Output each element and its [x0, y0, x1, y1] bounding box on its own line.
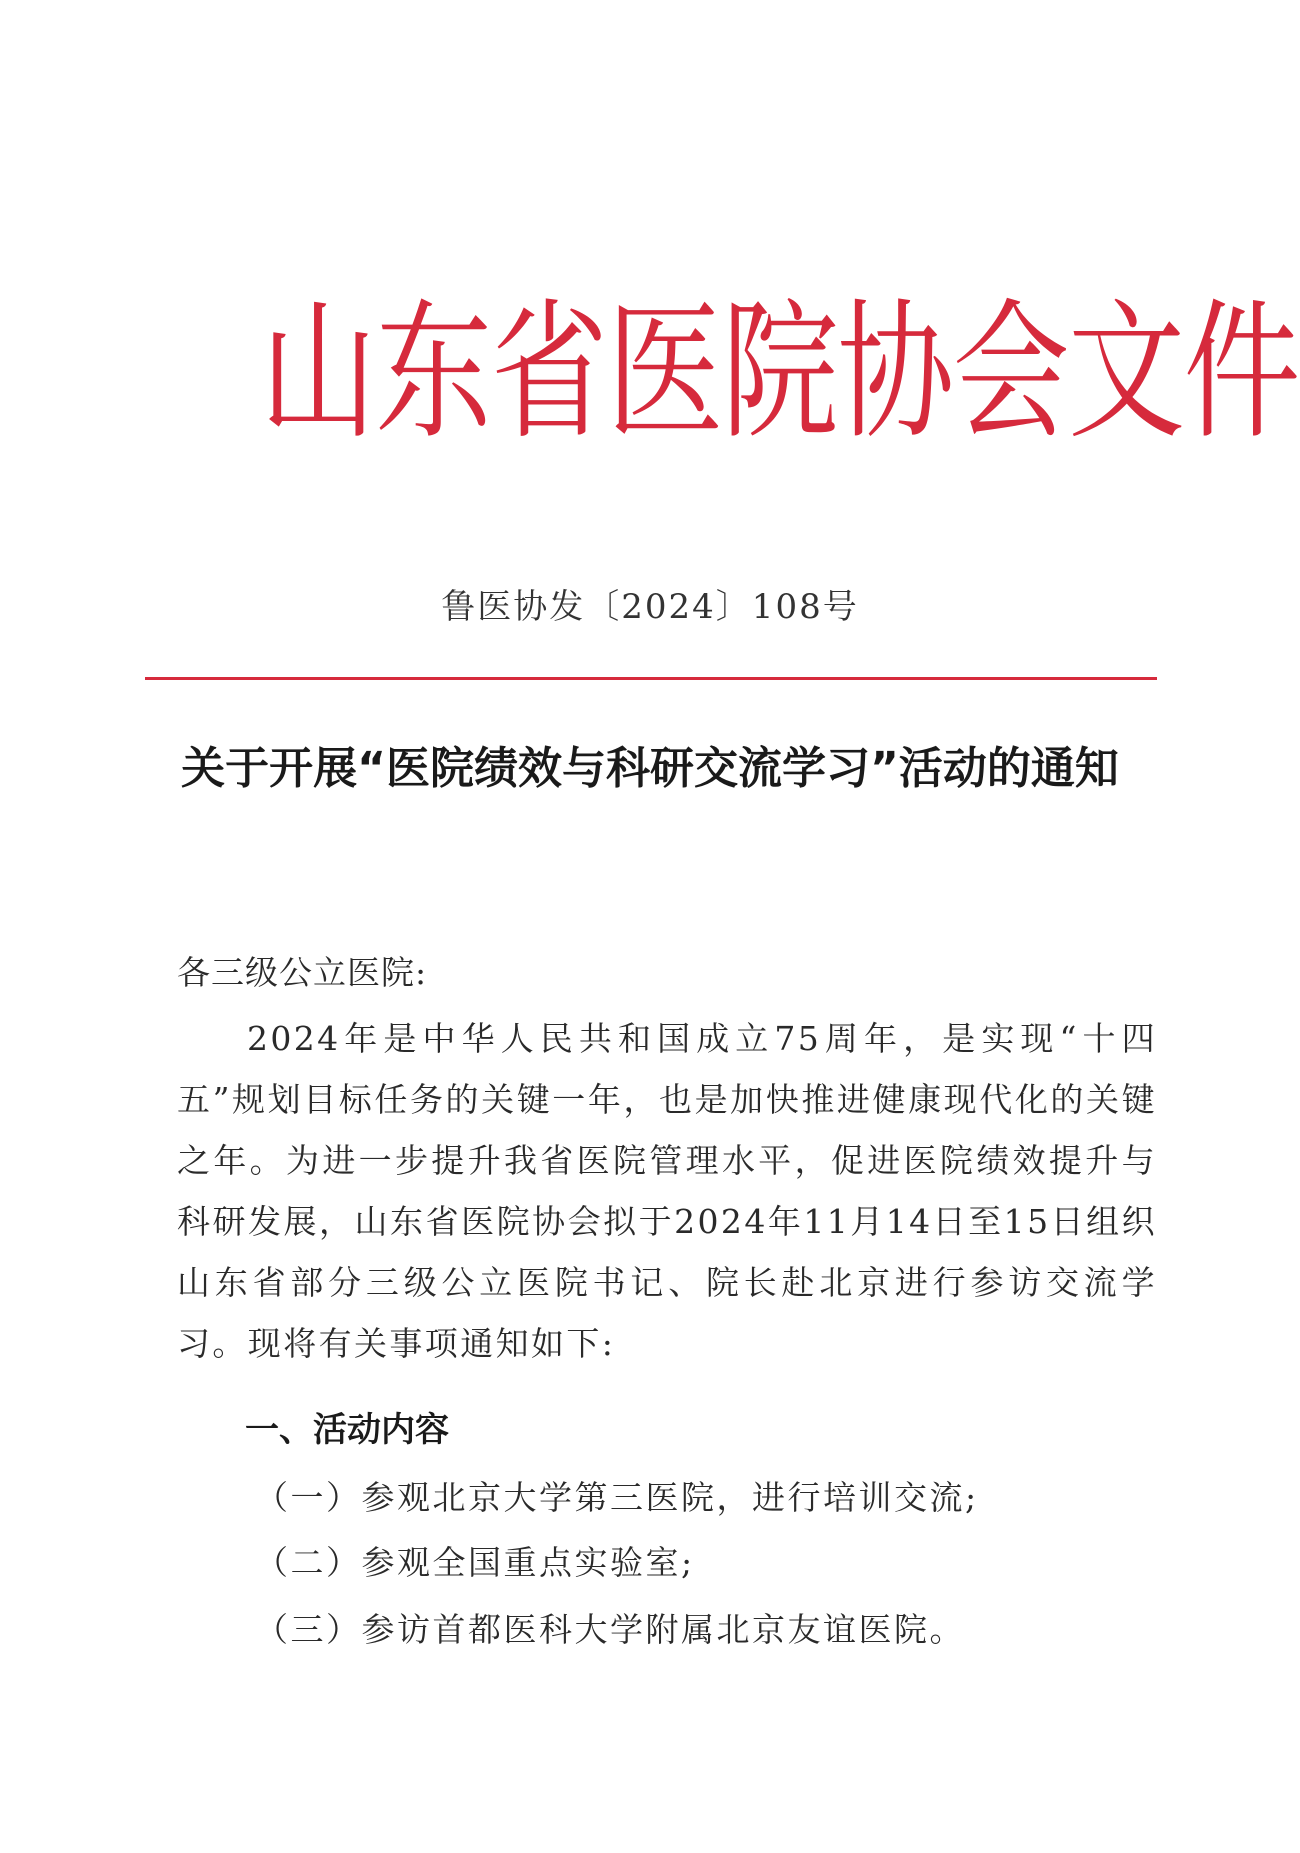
issuer-header-title: 山东省医院协会文件 [260, 286, 1299, 460]
notice-title: 关于开展“医院绩效与科研交流学习”活动的通知 [181, 743, 1119, 794]
document-number: 鲁医协发〔2024〕108号 [441, 587, 859, 627]
section-heading-activity-content: 一、活动内容 [245, 1410, 449, 1450]
addressee-line: 各三级公立医院: [177, 953, 428, 992]
activity-item: （三）参访首都医科大学附属北京友谊医院。 [255, 1610, 965, 1649]
intro-paragraph: 2024年是中华人民共和国成立75周年，是实现“十四五”规划目标任务的关键一年，也是加快推进健康现代化的关键之年。为进一步提升我省医院管理水平，促进医院绩效提升与科研发展，山东省医院协会拟于2024年11月14日至15日组织山东省部分三级公立医院书记、院长赴北京进行参访交流学习。现将有关事项通知如下: [177, 1019, 1157, 1363]
activity-item: （一）参观北京大学第三医院，进行培训交流; [255, 1478, 979, 1517]
activity-item: （二）参观全国重点实验室; [255, 1543, 695, 1582]
red-divider-line [145, 677, 1157, 680]
